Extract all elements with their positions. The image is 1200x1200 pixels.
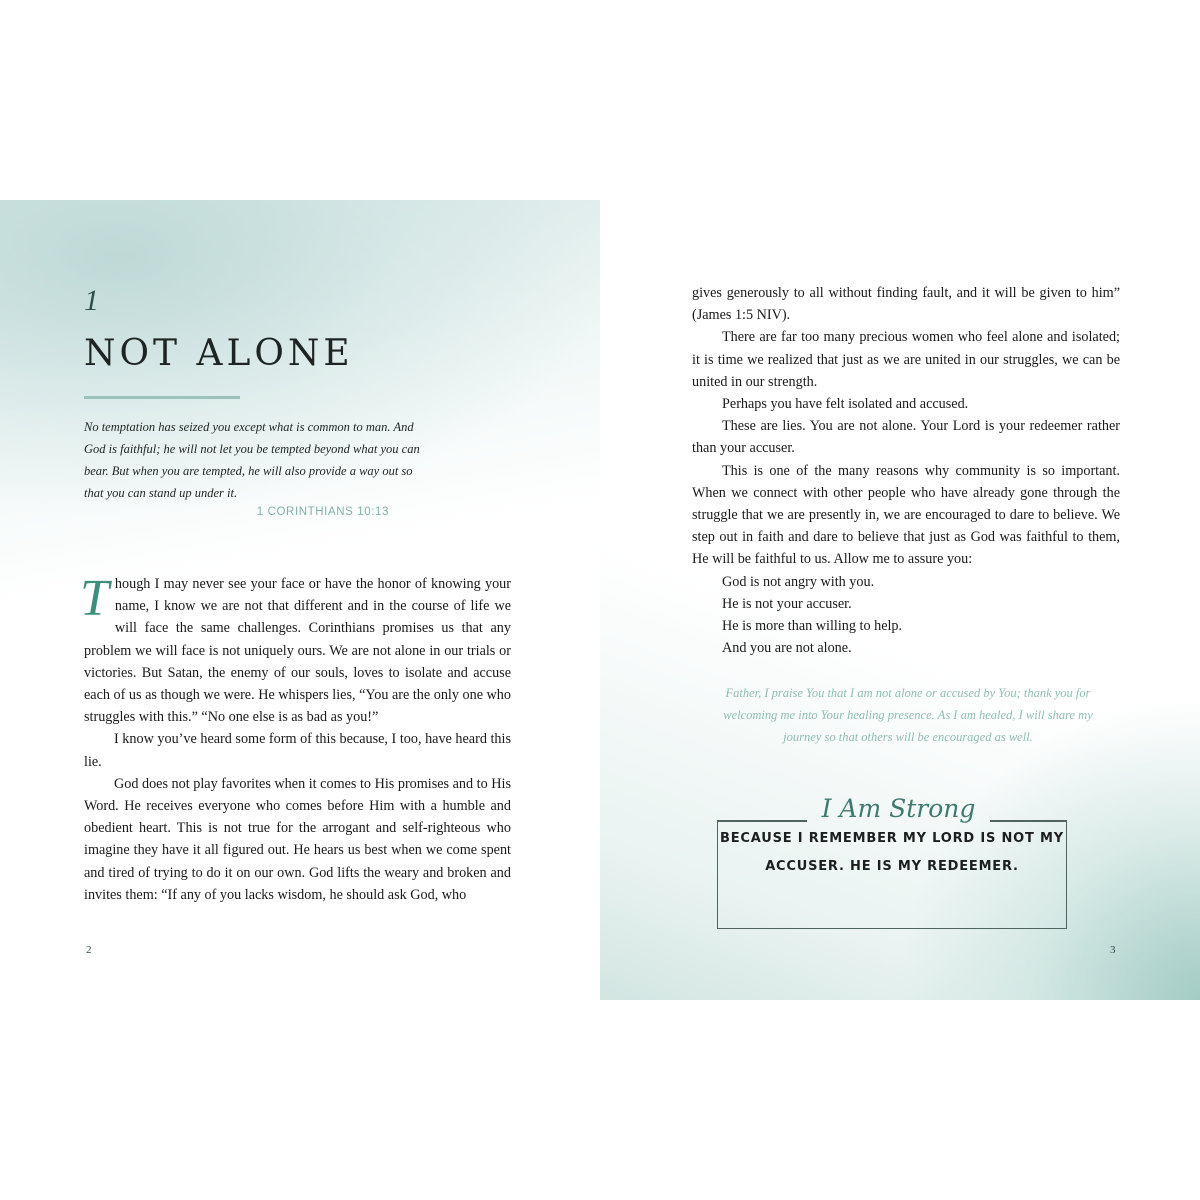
body-paragraph: Perhaps you have felt isolated and accused. — [722, 396, 969, 413]
body-paragraph: There are far too many precious women who feel alone and isolated; it is time we realized that just as we are united in our struggles, we can be united in our strength. — [692, 329, 1120, 390]
left-body-text — [80, 570, 511, 906]
affirmation-line: And you are not alone. — [722, 640, 852, 657]
callout-border-right — [990, 820, 1067, 822]
chapter-title: NOT ALONE — [84, 333, 354, 374]
right-page — [600, 200, 1200, 1000]
book-spread — [0, 200, 1200, 1000]
affirmation-line: He is not your accuser. — [722, 595, 852, 612]
left-page — [0, 200, 600, 1000]
body-paragraph: This is one of the many reasons why community is so important. When we connect with other people who have already gone through the struggle that we are presently in, we are encouraged to dare to believe. We step out in faith and dare to believe that just as God was faithful to them, He will be faithful to us. Allow me to assure you: — [692, 462, 1120, 568]
drop-cap: T — [80, 570, 109, 627]
epigraph-reference: 1 CORINTHIANS 10:13 — [256, 506, 389, 518]
body-paragraph: I know you’ve heard some form of this because, I too, have heard this lie. — [84, 731, 511, 770]
callout-title: I Am Strong — [821, 794, 976, 823]
callout-border-left — [717, 820, 807, 822]
right-body-text — [692, 282, 1120, 659]
callout-text: BECAUSE I REMEMBER MY LORD IS NOT MY ACCUSER. HE IS MY REDEEMER. — [720, 831, 1064, 874]
affirmation-line: He is more than willing to help. — [722, 618, 903, 635]
body-paragraph: These are lies. You are not alone. Your Lord is your redeemer rather than your accuser. — [692, 418, 1120, 457]
body-paragraph: God does not play favorites when it comes to His promises and to His Word. He receives everyone who comes before Him with a humble and obedient heart. This is not true for the arrogant and self-righteous who imagine they have it all figured out. He hears us best when we come spent and tired of trying to do it on our own. God lifts the weary and broken and invites them: “If any of you lacks wisdom, he should ask God, who — [84, 775, 511, 903]
chapter-number: 1 — [84, 284, 99, 317]
body-paragraph: Though I may never see your face or have the honor of knowing your name, I know we are not that different and in the course of life we will face the same challenges. Corinthians promises us that any problem we will face is not uniquely ours. We are not alone in our trials or victories. But Satan, the enemy of our souls, loves to isolate and accuse each of us as though we were. He whispers lies, “You are the only one who struggles with this.” “No one else is as bad as you!” — [80, 570, 511, 726]
affirmation-line: God is not angry with you. — [722, 573, 875, 590]
epigraph-quote: No temptation has seized you except what is common to man. And God is faithful; he will not let you be tempted beyond what you can bear. But when you are tempted, he will also provide a way out so that you can stand up under it. — [84, 420, 420, 500]
page-number-right: 3 — [1110, 944, 1116, 956]
prayer-text: Father, I praise You that I am not alone or accused by You; thank you for welcoming me into Your healing presence. As I am healed, I will share my journey so that others will be encouraged as well. — [723, 686, 1093, 744]
body-continuation: gives generously to all without finding fault, and it will be given to him” (James 1:5 NIV). — [692, 285, 1120, 324]
title-divider — [84, 396, 240, 399]
page-number-left: 2 — [86, 944, 92, 956]
